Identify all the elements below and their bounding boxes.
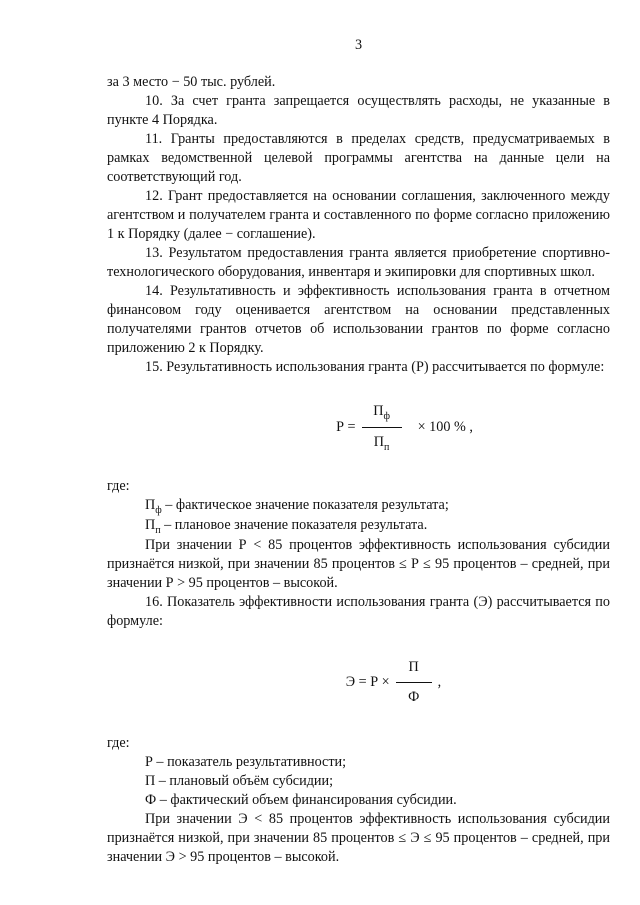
formula-efficiency-rhs: , bbox=[437, 674, 442, 690]
page-number: 3 bbox=[354, 37, 363, 53]
paragraph-prize: за 3 место − 50 тыс. рублей. bbox=[107, 74, 276, 90]
definition-p: П – плановый объём субсидии; bbox=[145, 773, 334, 789]
definition-p-fact: $П_ф$ – фактическое значение показателя результата; bbox=[145, 497, 449, 516]
definition-r: Р – показатель результативности; bbox=[145, 754, 347, 770]
paragraph-11: 11. Гранты предоставляются в пределах средств, предусматриваемых в рамках ведомственной целевой программы агентства на данные цели на соответствующий год. bbox=[107, 131, 610, 185]
paragraph-rating-result: При значении Р < 85 процентов эффективность использования субсидии признаётся низкой, при значении 85 процентов ≤ Р ≤ 95 процентов – средней, при значении Р > 95 процентов – высокой. bbox=[107, 537, 610, 591]
formula-efficiency bbox=[177, 631, 610, 734]
definition-f: Ф – фактический объем финансирования субсидии. bbox=[145, 792, 457, 808]
formula-efficiency-fraction bbox=[396, 658, 432, 707]
formula-result-rhs: × 100 % , bbox=[417, 418, 473, 435]
definition-p-plan: $П_п$ – плановое значение показателя результата. bbox=[145, 517, 428, 536]
paragraph-13: 13. Результатом предоставления гранта является приобретение спортивно-технологического оборудования, инвентаря и экипировки для спортивных школ. bbox=[107, 245, 610, 280]
formula-result-numerator: $П_ф$ bbox=[373, 402, 390, 422]
where-label: где: bbox=[107, 478, 130, 494]
where-label-2: где: bbox=[107, 735, 130, 751]
formula-result-denominator: $П_п$ bbox=[373, 433, 390, 453]
formula-efficiency-numerator: П bbox=[408, 659, 419, 675]
paragraph-10: 10. За счет гранта запрещается осуществлять расходы, не указанные в пункте 4 Порядка. bbox=[107, 93, 610, 128]
formula-result-fraction bbox=[362, 402, 402, 453]
formula-efficiency-lhs: Э = Р × bbox=[345, 674, 390, 690]
paragraph-rating-efficiency: При значении Э < 85 процентов эффективность использования субсидии признаётся низкой, при значении 85 процентов ≤ Э ≤ 95 процентов – средней, при значении Э > 95 процентов – высокой. bbox=[107, 811, 610, 865]
paragraph-15: 15. Результативность использования гранта (Р) рассчитывается по формуле: bbox=[145, 359, 605, 375]
formula-result-lhs: Р = bbox=[336, 418, 356, 435]
formula-result bbox=[199, 377, 610, 477]
paragraph-14: 14. Результативность и эффективность использования гранта в отчетном финансовом году оценивается агентством на основании представленных получателями грантов отчетов об использовании грантов по форме согласно приложению 2 к Порядку. bbox=[107, 283, 610, 356]
formula-efficiency-denominator: Ф bbox=[408, 689, 420, 705]
paragraph-12: 12. Грант предоставляется на основании соглашения, заключенного между агентством и получателем гранта и составленного по форме согласно приложению 1 к Порядку (далее − соглашение). bbox=[107, 188, 610, 242]
paragraph-16: 16. Показатель эффективности использования гранта (Э) рассчитывается по формуле: bbox=[107, 594, 610, 629]
